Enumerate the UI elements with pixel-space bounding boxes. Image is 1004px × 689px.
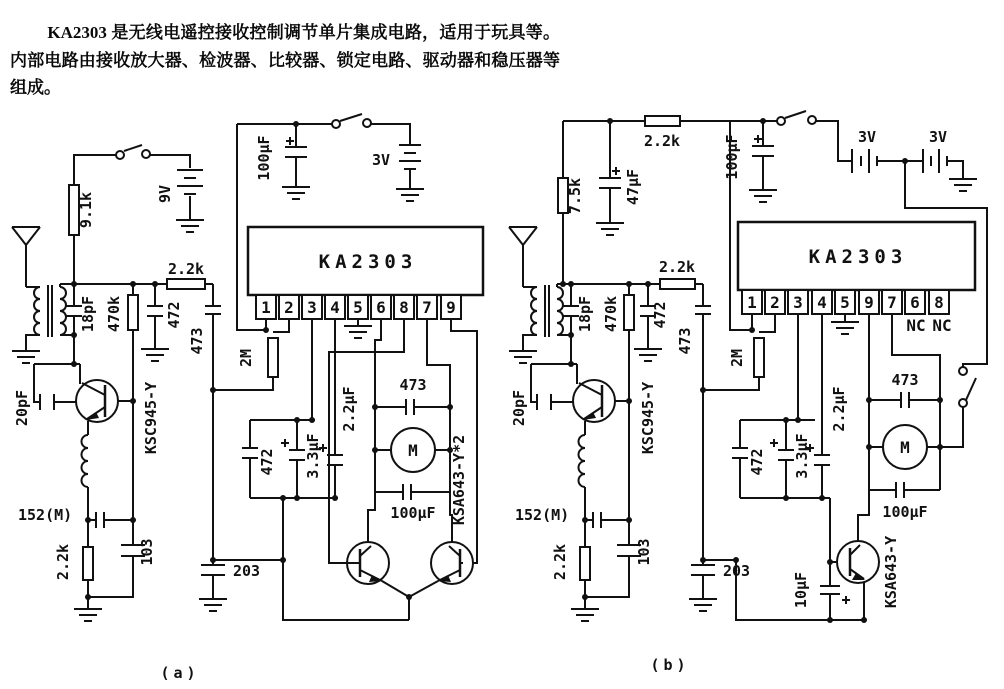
ic-b-nc: NC xyxy=(932,316,952,335)
label-7k5: 7.5k xyxy=(566,177,584,215)
oscillator-coil xyxy=(82,435,89,487)
ic-ka2303-a xyxy=(248,227,483,319)
label-203: 203 xyxy=(233,562,261,580)
label-10uf: 10μF xyxy=(792,571,810,609)
label-472: 472 xyxy=(651,301,669,329)
label-ksc945: KSC945-Y xyxy=(639,381,657,455)
ic-ka2303-b xyxy=(738,222,975,335)
battery-3v-2-symbol xyxy=(923,149,947,173)
label-18pf: 18pF xyxy=(79,295,97,333)
label-2k2-top: 2.2k xyxy=(643,132,681,150)
ic-b-label: KA2303 xyxy=(808,246,908,268)
power-switch-a1-blade xyxy=(124,145,142,151)
label-2m: 2M xyxy=(728,348,746,368)
motor-a xyxy=(391,428,435,472)
battery-3v-symbol xyxy=(399,145,421,169)
caption-b: (b) xyxy=(650,656,690,674)
ic-b-nc: NC xyxy=(906,316,926,335)
transistor-out-right-a xyxy=(431,542,473,584)
label-472-mid: 472 xyxy=(748,448,766,476)
label-3v-1: 3V xyxy=(857,128,877,146)
resistor-2m xyxy=(268,338,278,377)
power-switch-b-contact xyxy=(808,116,816,124)
label-3v: 3V xyxy=(371,151,391,169)
ic-a-label: KA2303 xyxy=(318,251,418,273)
label-100uf-motor: 100μF xyxy=(882,503,928,521)
battery-3v-1-symbol xyxy=(852,149,877,173)
ic-b-pin: 1 xyxy=(747,293,757,312)
motor-switch-b-contact xyxy=(959,399,967,407)
power-switch-b-contact xyxy=(777,117,785,125)
label-470k: 470k xyxy=(602,295,620,333)
transistor-ksc945-a xyxy=(76,380,118,422)
power-switch-a1-contact xyxy=(142,150,150,158)
ic-a-pin: 7 xyxy=(422,298,432,317)
label-473: 473 xyxy=(676,327,694,355)
ic-b-pin: 6 xyxy=(910,293,920,312)
label-472: 472 xyxy=(165,301,183,329)
transistor-out-left-a xyxy=(347,542,389,584)
motor-b xyxy=(883,425,927,469)
label-152m: 152(M) xyxy=(515,506,570,524)
label-20pf: 20pF xyxy=(510,389,528,427)
label-9v: 9V xyxy=(156,184,174,204)
resistor-2k2-top xyxy=(167,279,205,289)
ic-b-pin: 7 xyxy=(887,293,897,312)
label-ksa643: KSA643-Y*2 xyxy=(450,434,468,526)
transformer-secondary-coil xyxy=(557,287,563,335)
ic-b-pin: 8 xyxy=(934,293,944,312)
label-473: 473 xyxy=(188,327,206,355)
power-switch-a2-contact xyxy=(363,119,371,127)
motor-switch-b-blade xyxy=(966,378,976,400)
label-20pf: 20pF xyxy=(13,389,31,427)
capacitor-plates-b xyxy=(537,146,909,594)
label-2k2-bot: 2.2k xyxy=(551,543,569,581)
ic-b-pin: 4 xyxy=(817,293,827,312)
ic-b-pin: 9 xyxy=(864,293,874,312)
ic-a-pin: 9 xyxy=(446,298,456,317)
label-2k2-bot: 2.2k xyxy=(54,543,72,581)
ic-a-pin: 6 xyxy=(376,298,386,317)
battery-9v-symbol xyxy=(177,170,203,194)
ic-a-pin: 2 xyxy=(284,298,294,317)
transformer-primary-coil xyxy=(531,287,537,335)
resistor-2m xyxy=(754,338,764,377)
transistor-ksa643-b xyxy=(837,541,879,583)
label-18pf: 18pF xyxy=(576,295,594,333)
motor-switch-b-contact xyxy=(959,367,967,375)
label-473-motor: 473 xyxy=(399,376,427,394)
label-3u3: 3.3μF xyxy=(304,433,322,479)
oscillator-coil xyxy=(579,435,586,487)
label-47uf: 47μF xyxy=(624,168,642,206)
ic-b-pin: 2 xyxy=(770,293,780,312)
resistor-2k2-bottom xyxy=(83,547,93,580)
intro-paragraph: KA2303 是无线电遥控接收控制调节单片集成电路，适用于玩具等。内部电路由接收放大器、检波器、比较器、锁定电路、驱动器和稳压器等组成。 xyxy=(10,23,560,98)
caption-a: (a) xyxy=(160,664,200,682)
capacitor-plates-a xyxy=(40,147,414,575)
power-switch-a1-contact xyxy=(116,151,124,159)
label-2u2: 2.2μF xyxy=(830,386,848,432)
power-switch-a2-contact xyxy=(332,120,340,128)
label-152m: 152(M) xyxy=(18,506,73,524)
transformer-primary-coil xyxy=(34,287,40,335)
label-203: 203 xyxy=(723,562,751,580)
label-3v-2: 3V xyxy=(928,128,948,146)
ic-a-pin: 1 xyxy=(261,298,271,317)
label-103: 103 xyxy=(635,538,653,566)
resistor-2k2-bottom xyxy=(580,547,590,580)
label-2u2: 2.2μF xyxy=(340,386,358,432)
label-ksa643: KSA643-Y xyxy=(882,535,900,609)
label-100uf: 100μF xyxy=(723,134,741,180)
label-ksc945: KSC945-Y xyxy=(142,381,160,455)
junctions-a xyxy=(71,121,453,600)
label-472-mid: 472 xyxy=(258,448,276,476)
label-2m: 2M xyxy=(237,348,255,368)
resistor-2k2-top xyxy=(645,116,680,126)
ic-b-pin: 5 xyxy=(840,293,850,312)
resistor-470k xyxy=(624,295,634,330)
label-9k1: 9.1k xyxy=(77,191,95,229)
label-473-motor: 473 xyxy=(891,371,919,389)
transistor-ksc945-b xyxy=(573,380,615,422)
ic-a-pin: 5 xyxy=(353,298,363,317)
motor-a-label: M xyxy=(408,441,418,460)
motor-b-label: M xyxy=(900,438,910,457)
ic-a-pin: 4 xyxy=(330,298,340,317)
label-3u3: 3.3μF xyxy=(793,433,811,479)
ic-a-pin: 3 xyxy=(307,298,317,317)
label-470k: 470k xyxy=(105,295,123,333)
label-2k2-top: 2.2k xyxy=(167,260,205,278)
resistor-2k2-mid xyxy=(660,279,695,289)
circuit-b xyxy=(509,111,987,674)
circuit-a xyxy=(12,114,483,682)
label-100uf-motor: 100μF xyxy=(390,504,436,522)
label-100uf: 100μF xyxy=(255,135,273,181)
ic-b-pin: 3 xyxy=(793,293,803,312)
label-103: 103 xyxy=(138,538,156,566)
ic-a-pin: 8 xyxy=(399,298,409,317)
resistor-470k xyxy=(128,295,138,330)
label-2k2-mid: 2.2k xyxy=(658,258,696,276)
transformer-secondary-coil xyxy=(60,287,66,335)
